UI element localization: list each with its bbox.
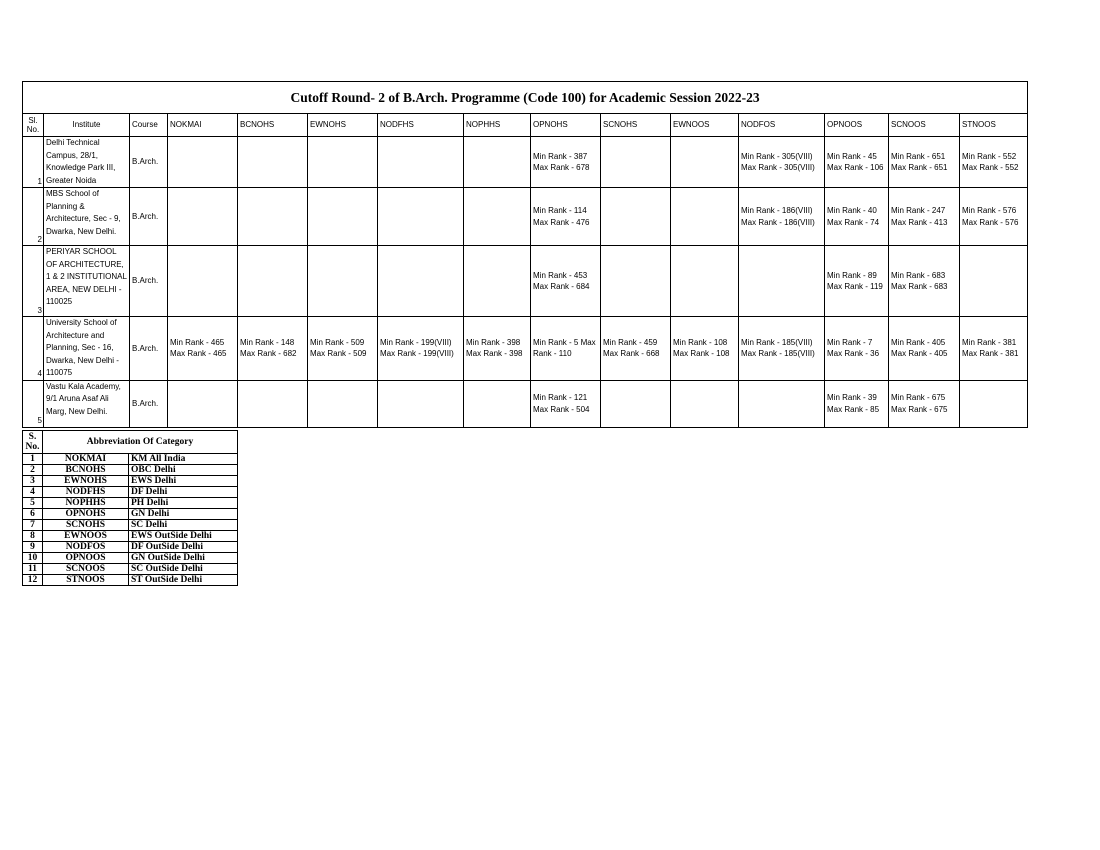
rank-cell <box>308 137 378 188</box>
min-rank: Min Rank - 39 <box>827 393 877 402</box>
max-rank: Max Rank - 36 <box>827 349 880 359</box>
abbr-description: EWS Delhi <box>129 476 238 487</box>
row-sl-no: 2 <box>23 188 44 246</box>
abbr-sno: 7 <box>23 520 43 531</box>
max-rank: Max Rank - 476 <box>533 217 590 227</box>
max-rank: Max Rank - 675 <box>891 404 948 414</box>
header-category: NOKMAI <box>168 114 238 137</box>
abbr-row <box>23 575 238 586</box>
min-rank: Min Rank - 108 <box>673 337 728 347</box>
rank-cell <box>168 380 238 427</box>
min-rank: Min Rank - 5 Max <box>533 337 596 347</box>
header-category: OPNOOS <box>825 114 889 137</box>
rank-cell <box>825 380 889 427</box>
rank-cell <box>825 317 889 381</box>
max-rank: Max Rank - 678 <box>533 163 590 172</box>
abbr-row <box>23 454 238 465</box>
course-name: B.Arch. <box>130 246 168 317</box>
rank-cell <box>671 380 739 427</box>
abbr-sno: 1 <box>23 454 43 465</box>
institute-name <box>44 246 130 317</box>
rank-cell <box>889 137 960 188</box>
table-row <box>23 380 1028 427</box>
abbr-description: GN OutSide Delhi <box>129 553 238 564</box>
abbr-row <box>23 498 238 509</box>
rank-cell <box>601 137 671 188</box>
abbr-description: PH Delhi <box>129 498 238 509</box>
abbr-sno: 6 <box>23 509 43 520</box>
abbr-sno: 11 <box>23 564 43 575</box>
min-rank: Min Rank - 186(VIII) <box>741 206 813 215</box>
max-rank: Max Rank - 668 <box>603 349 660 359</box>
table-row <box>23 188 1028 246</box>
institute-text: Vastu Kala Academy, 9/1 Aruna Asaf Ali Marg, New Delhi. <box>46 381 121 416</box>
abbr-sno: 5 <box>23 498 43 509</box>
rank-cell <box>601 317 671 381</box>
institute-text: Delhi Technical Campus, 28/1, Knowledge Park III, Greater Noida <box>46 138 116 185</box>
abbr-code: NOPHHS <box>43 498 129 509</box>
max-rank: Max Rank - 185(VIII) <box>741 349 815 359</box>
institute-name <box>44 380 130 427</box>
abbr-description: KM All India <box>129 454 238 465</box>
abbr-description: GN Delhi <box>129 509 238 520</box>
rank-cell <box>960 380 1028 427</box>
abbr-code: NOKMAI <box>43 454 129 465</box>
min-rank: Min Rank - 40 <box>827 206 877 215</box>
rank-cell <box>889 188 960 246</box>
rank-cell <box>531 188 601 246</box>
rank-cell <box>378 137 464 188</box>
rank-cell <box>889 246 960 317</box>
max-rank: Max Rank - 186(VIII) <box>741 217 815 227</box>
abbr-sno: 4 <box>23 487 43 498</box>
row-sl-no: 5 <box>23 380 44 427</box>
table-row <box>23 317 1028 381</box>
rank-cell <box>739 317 825 381</box>
abbr-sno: 10 <box>23 553 43 564</box>
min-rank: Min Rank - 387 <box>533 151 588 161</box>
min-rank: Min Rank - 199(VIII) <box>380 337 452 347</box>
max-rank: Max Rank - 381 <box>962 349 1019 359</box>
min-rank: Min Rank - 114 <box>533 206 587 215</box>
abbr-row <box>23 476 238 487</box>
rank-cell <box>671 246 739 317</box>
rank-cell <box>601 246 671 317</box>
rank-cell <box>464 246 531 317</box>
max-rank: Max Rank - 74 <box>827 217 880 227</box>
abbreviation-table <box>22 430 238 586</box>
min-rank: Min Rank - 148 <box>240 337 295 347</box>
min-rank: Min Rank - 405 <box>891 337 946 347</box>
max-rank: Max Rank - 509 <box>310 349 367 359</box>
abbr-description: DF Delhi <box>129 487 238 498</box>
rank-cell <box>601 380 671 427</box>
min-rank: Min Rank - 305(VIII) <box>741 151 813 161</box>
rank-cell <box>464 137 531 188</box>
abbr-description: DF OutSide Delhi <box>129 542 238 553</box>
institute-name <box>44 188 130 246</box>
rank-cell <box>464 188 531 246</box>
rank-cell <box>238 317 308 381</box>
rank-cell <box>960 137 1028 188</box>
rank-cell <box>671 188 739 246</box>
rank-cell <box>238 380 308 427</box>
abbr-row <box>23 509 238 520</box>
rank-cell <box>889 380 960 427</box>
max-rank: Max Rank - 405 <box>891 349 948 359</box>
max-rank: Rank - 110 <box>533 349 572 359</box>
rank-cell <box>531 380 601 427</box>
course-name: B.Arch. <box>130 188 168 246</box>
abbr-row <box>23 520 238 531</box>
rank-cell <box>825 137 889 188</box>
max-rank: Max Rank - 465 <box>170 349 227 359</box>
rank-cell <box>601 188 671 246</box>
abbr-row <box>23 542 238 553</box>
row-sl-no: 3 <box>23 246 44 317</box>
min-rank: Min Rank - 576 <box>962 206 1017 215</box>
abbr-code: NODFHS <box>43 487 129 498</box>
abbr-code: BCNOHS <box>43 465 129 476</box>
min-rank: Min Rank - 509 <box>310 337 365 347</box>
max-rank: Max Rank - 651 <box>891 163 948 172</box>
header-category: NODFHS <box>378 114 464 137</box>
rank-cell <box>168 188 238 246</box>
max-rank: Max Rank - 413 <box>891 217 948 227</box>
abbr-row <box>23 487 238 498</box>
rank-cell <box>825 246 889 317</box>
rank-cell <box>238 246 308 317</box>
rank-cell <box>464 380 531 427</box>
header-sl-no: Sl. No. <box>23 114 44 137</box>
min-rank: Min Rank - 683 <box>891 270 946 280</box>
institute-text: PERIYAR SCHOOL OF ARCHITECTURE, 1 & 2 INSTITUTIONAL AREA, NEW DELHI - 110025 <box>46 247 127 306</box>
header-category: SCNOHS <box>601 114 671 137</box>
table-row <box>23 246 1028 317</box>
abbr-description: SC OutSide Delhi <box>129 564 238 575</box>
course-name: B.Arch. <box>130 380 168 427</box>
min-rank: Min Rank - 247 <box>891 206 946 215</box>
abbr-description: SC Delhi <box>129 520 238 531</box>
header-category: EWNOHS <box>308 114 378 137</box>
abbr-sno: 12 <box>23 575 43 586</box>
max-rank: Max Rank - 682 <box>240 349 297 359</box>
rank-cell <box>960 246 1028 317</box>
table-row <box>23 137 1028 188</box>
max-rank: Max Rank - 684 <box>533 282 590 291</box>
cutoff-table <box>22 81 1028 428</box>
rank-cell <box>531 137 601 188</box>
min-rank: Min Rank - 381 <box>962 337 1017 347</box>
abbr-sno: 2 <box>23 465 43 476</box>
abbr-sno: 9 <box>23 542 43 553</box>
min-rank: Min Rank - 453 <box>533 270 588 280</box>
rank-cell <box>960 188 1028 246</box>
rank-cell <box>960 317 1028 381</box>
header-category: OPNOHS <box>531 114 601 137</box>
rank-cell <box>308 317 378 381</box>
rank-cell <box>168 317 238 381</box>
abbr-code: EWNOOS <box>43 531 129 542</box>
rank-cell <box>671 137 739 188</box>
rank-cell <box>378 317 464 381</box>
min-rank: Min Rank - 459 <box>603 337 658 347</box>
header-institute: Institute <box>44 114 130 137</box>
abbr-code: NODFOS <box>43 542 129 553</box>
max-rank: Max Rank - 576 <box>962 217 1019 227</box>
rank-cell <box>739 380 825 427</box>
header-category: BCNOHS <box>238 114 308 137</box>
course-name: B.Arch. <box>130 137 168 188</box>
rank-cell <box>378 246 464 317</box>
rank-cell <box>308 246 378 317</box>
header-category: STNOOS <box>960 114 1028 137</box>
rank-cell <box>825 188 889 246</box>
row-sl-no: 1 <box>23 137 44 188</box>
rank-cell <box>308 188 378 246</box>
abbr-row <box>23 531 238 542</box>
abbr-code: OPNOOS <box>43 553 129 564</box>
abbr-code: SCNOOS <box>43 564 129 575</box>
abbr-description: ST OutSide Delhi <box>129 575 238 586</box>
rank-cell <box>464 317 531 381</box>
rank-cell <box>168 137 238 188</box>
max-rank: Max Rank - 106 <box>827 163 884 172</box>
header-category: NOPHHS <box>464 114 531 137</box>
abbr-code: STNOOS <box>43 575 129 586</box>
abbr-header-sno: S. No. <box>23 431 43 454</box>
abbr-header-title: Abbreviation Of Category <box>43 431 238 454</box>
abbr-description: OBC Delhi <box>129 465 238 476</box>
institute-name <box>44 137 130 188</box>
institute-text: MBS School of Planning & Architecture, Sec - 9, Dwarka, New Delhi. <box>46 189 121 236</box>
rank-cell <box>739 188 825 246</box>
min-rank: Min Rank - 89 <box>827 270 877 280</box>
abbr-description: EWS OutSide Delhi <box>129 531 238 542</box>
rank-cell <box>531 246 601 317</box>
min-rank: Min Rank - 398 <box>466 337 521 347</box>
abbr-sno: 3 <box>23 476 43 487</box>
rank-cell <box>671 317 739 381</box>
header-category: SCNOOS <box>889 114 960 137</box>
abbr-row <box>23 564 238 575</box>
rank-cell <box>739 137 825 188</box>
institute-name <box>44 317 130 381</box>
abbr-row <box>23 553 238 564</box>
rank-cell <box>168 246 238 317</box>
rank-cell <box>378 188 464 246</box>
row-sl-no: 4 <box>23 317 44 381</box>
max-rank: Max Rank - 85 <box>827 404 880 414</box>
min-rank: Min Rank - 121 <box>533 393 588 402</box>
rank-cell <box>531 317 601 381</box>
rank-cell <box>889 317 960 381</box>
rank-cell <box>238 137 308 188</box>
max-rank: Max Rank - 119 <box>827 282 883 291</box>
header-course: Course <box>130 114 168 137</box>
abbr-code: SCNOHS <box>43 520 129 531</box>
abbr-row <box>23 465 238 476</box>
course-name: B.Arch. <box>130 317 168 381</box>
min-rank: Min Rank - 7 <box>827 337 873 347</box>
max-rank: Max Rank - 199(VIII) <box>380 349 454 359</box>
header-row <box>23 114 1028 137</box>
min-rank: Min Rank - 185(VIII) <box>741 337 813 347</box>
rank-cell <box>378 380 464 427</box>
max-rank: Max Rank - 305(VIII) <box>741 163 815 172</box>
header-category: EWNOOS <box>671 114 739 137</box>
rank-cell <box>739 246 825 317</box>
institute-text: University School of Architecture and Planning, Sec - 16, Dwarka, New Delhi - 110075 <box>46 318 119 377</box>
page-title: Cutoff Round- 2 of B.Arch. Programme (Code 100) for Academic Session 2022-23 <box>23 82 1028 114</box>
max-rank: Max Rank - 504 <box>533 404 590 414</box>
max-rank: Max Rank - 552 <box>962 163 1019 172</box>
max-rank: Max Rank - 683 <box>891 282 948 291</box>
rank-cell <box>238 188 308 246</box>
abbr-sno: 8 <box>23 531 43 542</box>
min-rank: Min Rank - 465 <box>170 337 225 347</box>
max-rank: Max Rank - 398 <box>466 349 523 359</box>
min-rank: Min Rank - 675 <box>891 393 946 402</box>
header-category: NODFOS <box>739 114 825 137</box>
min-rank: Min Rank - 651 <box>891 151 946 161</box>
abbr-code: OPNOHS <box>43 509 129 520</box>
rank-cell <box>308 380 378 427</box>
min-rank: Min Rank - 552 <box>962 151 1017 161</box>
abbr-code: EWNOHS <box>43 476 129 487</box>
max-rank: Max Rank - 108 <box>673 349 730 359</box>
min-rank: Min Rank - 45 <box>827 151 877 161</box>
